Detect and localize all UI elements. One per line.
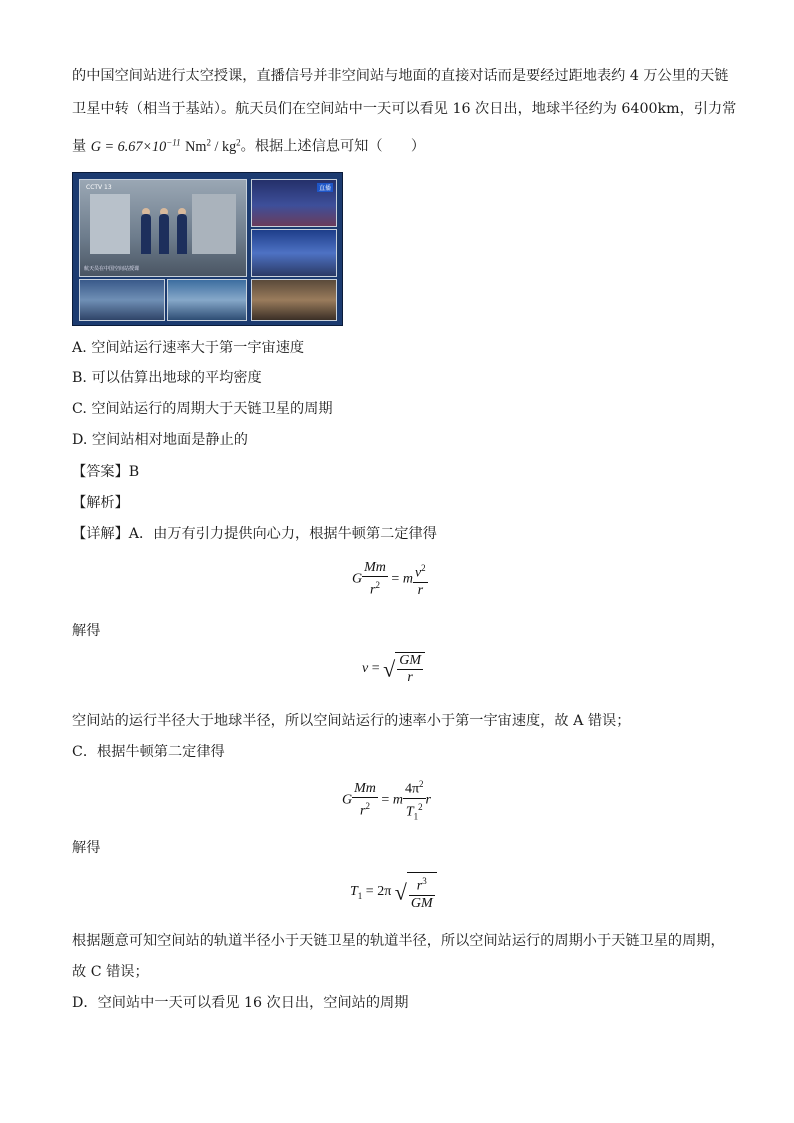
main-broadcast-frame xyxy=(79,179,247,277)
channel-logo: CCTV 13 xyxy=(86,184,112,191)
option-a: A. 空间站运行速率大于第一宇宙速度 xyxy=(72,340,305,356)
question-line-2: 卫星中转（相当于基站）。航天员们在空间站中一天可以看见 16 次日出，地球半径约为 6400km，引力常 xyxy=(72,101,737,117)
option-c: C. 空间站运行的周期大于天链卫星的周期 xyxy=(72,401,333,417)
analysis-heading: 【解析】 xyxy=(72,495,129,511)
solve-label-2: 解得 xyxy=(72,840,101,856)
live-badge: 直播 xyxy=(318,185,331,192)
audience-tile-1 xyxy=(251,179,337,227)
detail-d: D．空间站中一天可以看见 16 次日出，空间站的周期 xyxy=(72,995,409,1011)
space-lecture-photo xyxy=(72,172,343,326)
option-d: D. 空间站相对地面是静止的 xyxy=(72,432,248,448)
option-b: B. 可以估算出地球的平均密度 xyxy=(72,370,262,386)
answer-label: 【答案】B xyxy=(72,464,140,480)
audience-tile-3 xyxy=(79,279,165,321)
question-line-1: 的中国空间站进行太空授课，直播信号并非空间站与地面的直接对话而是要经过距地表约 4 万公里的天链 xyxy=(72,68,729,84)
photo-caption: 航天员在中国空间站授课 xyxy=(84,266,140,272)
audience-tile-5 xyxy=(251,279,337,321)
formula-newton-period: G $\frac{Mm}{r^2}$ = m $\frac{4\pi^2}{T_1^2}$ r xyxy=(342,776,431,824)
conclusion-c-2: 故 C 错误； xyxy=(72,964,149,980)
solve-label-1: 解得 xyxy=(72,623,101,639)
formula-newton-velocity: G $\frac{Mm}{r^2}$ = m $\frac{v^2}{r}$ xyxy=(352,560,426,598)
conclusion-c-1: 根据题意可知空间站的轨道半径小于天链卫星的轨道半径，所以空间站运行的周期小于天链卫星的周期， xyxy=(72,933,725,949)
detail-a: 【详解】A．由万有引力提供向心力，根据牛顿第二定律得 xyxy=(72,526,437,542)
audience-tile-2 xyxy=(251,229,337,277)
formula-velocity-result: v = √ $\frac{GM}{r}$ xyxy=(362,652,425,686)
question-line-3: 量 $G = 6.67\times 10^{-11}$ $Nm^2 / kg^2$。根据上述信息可知（ ） xyxy=(72,137,426,155)
conclusion-a: 空间站的运行半径大于地球半径，所以空间站运行的速率小于第一宇宙速度，故 A 错误； xyxy=(72,713,631,729)
audience-tile-4 xyxy=(167,279,247,321)
detail-c: C．根据牛顿第二定律得 xyxy=(72,744,225,760)
gravitational-constant: $G = 6.67\times 10^{-11}$ xyxy=(90,137,181,155)
formula-period-result: $T_1 = 2\pi$ √ $\frac{r^3}{GM}$ xyxy=(350,872,437,912)
